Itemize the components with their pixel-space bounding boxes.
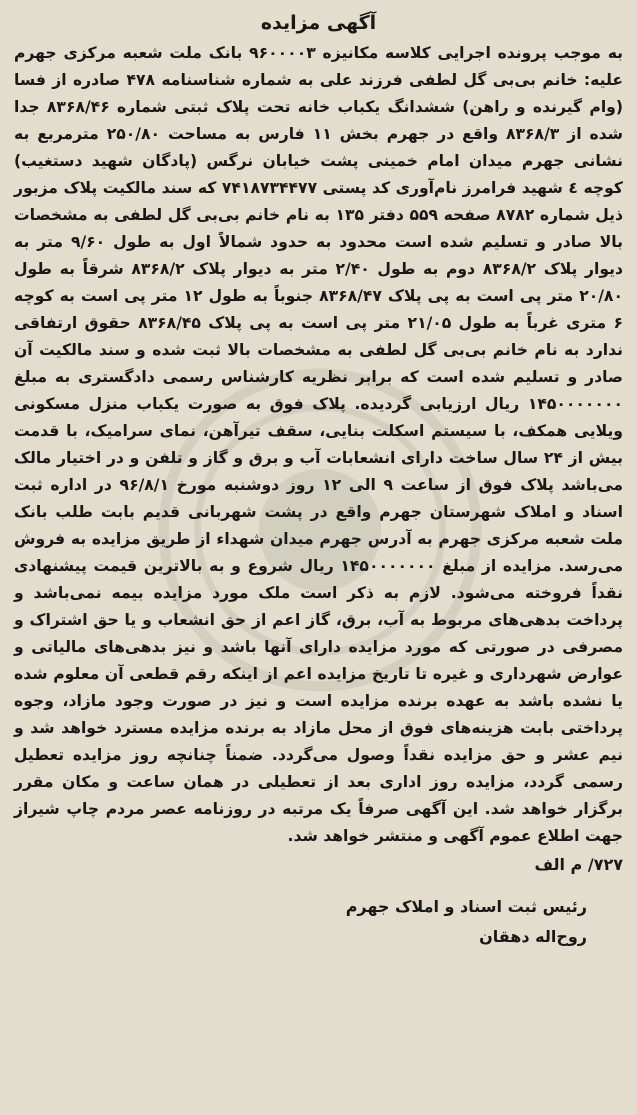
signature-office: رئیس ثبت اسناد و املاک جهرم <box>345 897 587 916</box>
signature-name: روح‌اله دهقان <box>479 927 587 946</box>
notice-title: آگهی مزایده <box>260 12 377 34</box>
notice-body: به موجب پرونده اجرایی کلاسه مکانیزه ۹۶۰۰۰۰۳ بانک ملت شعبه مرکزی جهرم علیه: خانم بی‌بی گل لطفی فرزند علی به شماره شناسنامه ۴۷۸ صادره از فسا (وام گیرنده و راهن) ششدانگ یکباب خانه تحت پلاک ثبتی شماره ۸۳۶۸/۴۶ جدا شده از ۸۳۶۸/۳ واقع در جهرم بخش ۱۱ فارس به مساحت ۲۵۰/۸۰ مترمربع به نشانی جهرم میدان امام خمینی پشت خیابان نرگس (پادگان شهید دستغیب) کوچه ٤ شهید فرامرز نام‌آوری کد پستی ۷۴۱۸۷۳۴۴۷۷ که سند مالکیت پلاک مزبور ذیل شماره ۸۷۸۲ صفحه ۵۵۹ دفتر ۱۳۵ به نام خانم بی‌بی گل لطفی به مشخصات بالا صادر و تسلیم شده است محدود به حدود شمالاً اول به طول ۹/۶۰ متر به دیوار پلاک ۸۳۶۸/۲ دوم به طول ۲/۴۰ متر به دیوار پلاک ۸۳۶۸/۲ شرقاً به طول ۲۰/۸۰ متر پی است به پی پلاک ۸۳۶۸/۴۷ جنوباً به طول ۱۲ متر پی است به کوچه ۶ متری غرباً به طول ۲۱/۰۵ متر پی است به پی پلاک ۸۳۶۸/۴۵ حقوق ارتفاقی ندارد به نام خانم بی‌بی گل لطفی به مشخصات بالا ثبت شده و سند مالکیت آن صادر و تسلیم شده است که برابر نظریه کارشناس رسمی دادگستری به مبلغ ۱۴۵۰۰۰۰۰۰۰ ریال ارزیابی گردیده. پلاک فوق به صورت یکباب منزل مسکونی ویلایی همکف، با سیستم اسکلت بنایی، سقف تیرآهن، نمای سرامیک، با قدمت بیش از ۲۴ سال ساخت دارای انشعابات آب و برق و گاز و تلفن و در اختیار مالک می‌باشد پلاک فوق از ساعت ۹ الی ۱۲ روز دوشنبه مورخ ۹۶/۸/۱ در اداره ثبت اسناد و املاک شهرستان جهرم واقع در پشت شهربانی قدیم بابت طلب بانک ملت شعبه مرکزی جهرم به آدرس جهرم میدان شهداء از طریق مزایده به فروش می‌رسد. مزایده از مبلغ ۱۴۵۰۰۰۰۰۰۰ ریال شروع و به بالاترین قیمت پیشنهادی نقداً فروخته می‌شود. لازم به ذکر است ملک مورد مزایده بیمه نمی‌باشد و پرداخت بدهی‌های مربوط به آب، برق، گاز اعم از حق انشعاب و یا حق اشتراک و مصرفی در صورتی که مورد مزایده دارای آنها باشد و نیز بدهی‌های مالیاتی و عوارض شهرداری و غیره تا تاریخ مزایده اعم از اینکه رقم قطعی آن معلوم شده یا نشده باشد به عهده برنده مزایده است و نیز در صورت وجود مازاد، وجوه پرداختی بابت هزینه‌های فوق از محل مازاد به برنده مزایده مسترد خواهد شد و نیم عشر و حق مزایده نقداً وصول می‌گردد. ضمناً چنانچه روز مزایده تعطیل رسمی گردد، مزایده روز اداری بعد از تعطیلی در همان ساعت و مکان مقرر برگزار خواهد شد. این آگهی صرفاً یک مرتبه در روزنامه عصر مردم چاپ شیراز جهت اطلاع عموم آگهی و منتشر خواهد شد. <box>14 44 624 845</box>
signature-block <box>14 892 623 952</box>
notice-reference: ۷۲۷/ م الف <box>534 855 623 874</box>
